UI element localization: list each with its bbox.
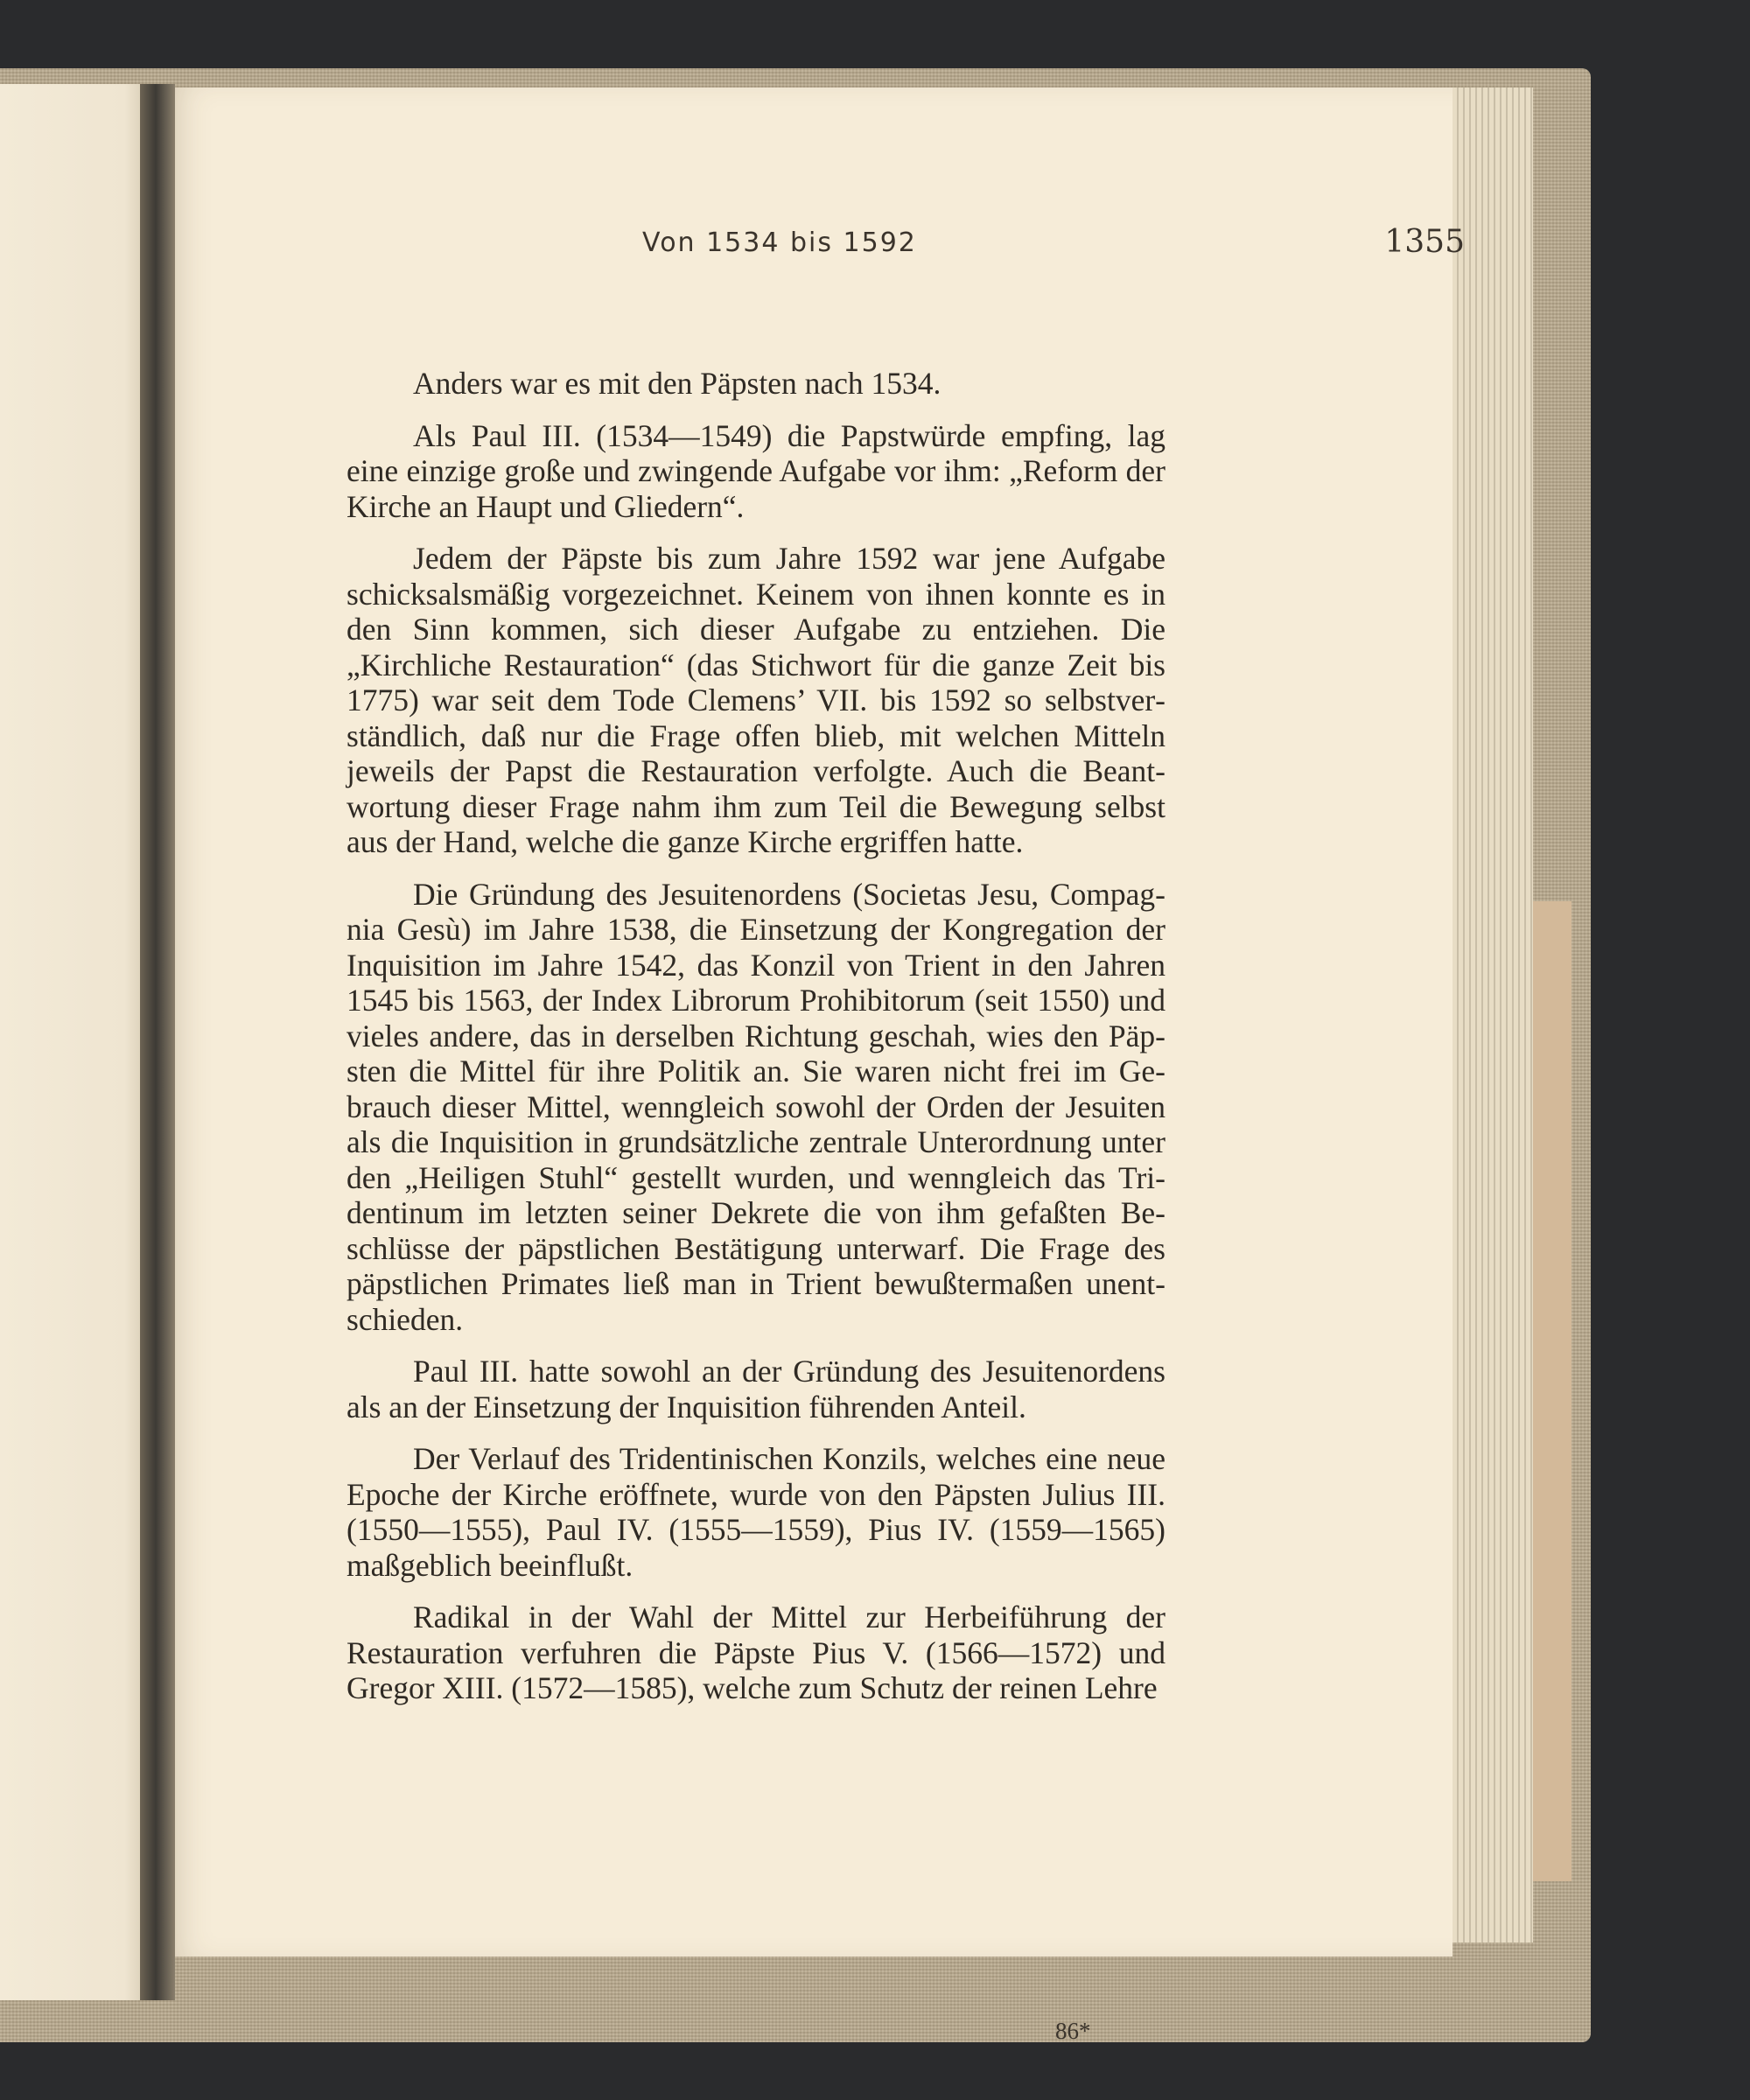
running-head — [476, 222, 1465, 275]
bookmark-ribbon — [1533, 901, 1572, 1881]
left-page — [0, 84, 156, 2000]
page-number: 1355 — [1384, 224, 1465, 260]
signature-mark: 86* — [1055, 2018, 1091, 2044]
paragraph: Radikal in der Wahl der Mittel zur Herbeiführung der Restauration verfuhren die Päpste Pius V. (1566—1572) und Gregor XIII. (1572—1585), welche zum Schutz der reinen Lehre — [346, 1600, 1166, 1705]
paragraph: Als Paul III. (1534—1549) die Papstwürde empfing, lag eine einzige große und zwingende Aufgabe vor ihm: „Reform der Kirche an Haupt und Gliedern“. — [346, 417, 1166, 524]
paragraph: Die Gründung des Jesuitenordens (Societas Jesu, Compagnia Gesù) im Jahre 1538, die Einsetzung der Kongregation der Inquisition im Jahre 1542, das Konzil von Trient in den Jahren 1545 bis 1563, der Index Librorum Prohibitorum (seit 1550) und vieles andere, das in derselben Richtung geschah, wies den Päpsten die Mittel für ihre Politik an. Sie waren nicht frei im Gebrauch dieser Mittel, wenngleich sowohl der Orden der Jesuiten als die Inquisition in grundsätzliche zentrale Unterordnung unter den „Heiligen Stuhl“ gestellt wurden, und wenngleich das Tridentinum im letzten seiner Dekrete die von ihm gefaßten Beschlüsse der päpstlichen Bestätigung unterwarf. Die Frage des päpstlichen Primates ließ man in Trient bewußtermaßen unentschieden. — [346, 876, 1166, 1337]
paragraph: Paul III. hatte sowohl an der Gründung des Jesuitenordens als an der Einsetzung der Inquisition führenden Anteil. — [346, 1354, 1166, 1424]
paragraph: Jedem der Päpste bis zum Jahre 1592 war jene Aufgabe schicksalsmäßig vorgezeichnet. Keinem von ihnen konnte es in den Sinn kommen, sich dieser Aufgabe zu entziehen. Die „Kirchliche Restauration“ (das Stichwort für die ganze Zeit bis 1775) war seit dem Tode Clemens’ VII. bis 1592 so selbstverständlich, daß nur die Frage offen blieb, mit welchen Mitteln jeweils der Papst die Restauration verfolgte. Auch die Beantwortung dieser Frage nahm ihm zum Teil die Bewegung selbst aus der Hand, welche die ganze Kirche ergriffen hatte. — [346, 541, 1166, 859]
running-title: Von 1534 bis 1592 — [642, 228, 917, 258]
body-text — [346, 366, 1166, 1723]
page-edges — [1452, 88, 1533, 1942]
paragraph: Anders war es mit den Päpsten nach 1534. — [413, 366, 942, 401]
paragraph: Der Verlauf des Tridentinischen Konzils, welches eine neue Epoche der Kirche eröffnete, wurde von den Päpsten Julius III. (1550—1555), Paul IV. (1555—1559), Pius IV. (1559—1565) maßgeblich beeinflußt. — [346, 1441, 1166, 1583]
book-gutter — [140, 84, 175, 2000]
